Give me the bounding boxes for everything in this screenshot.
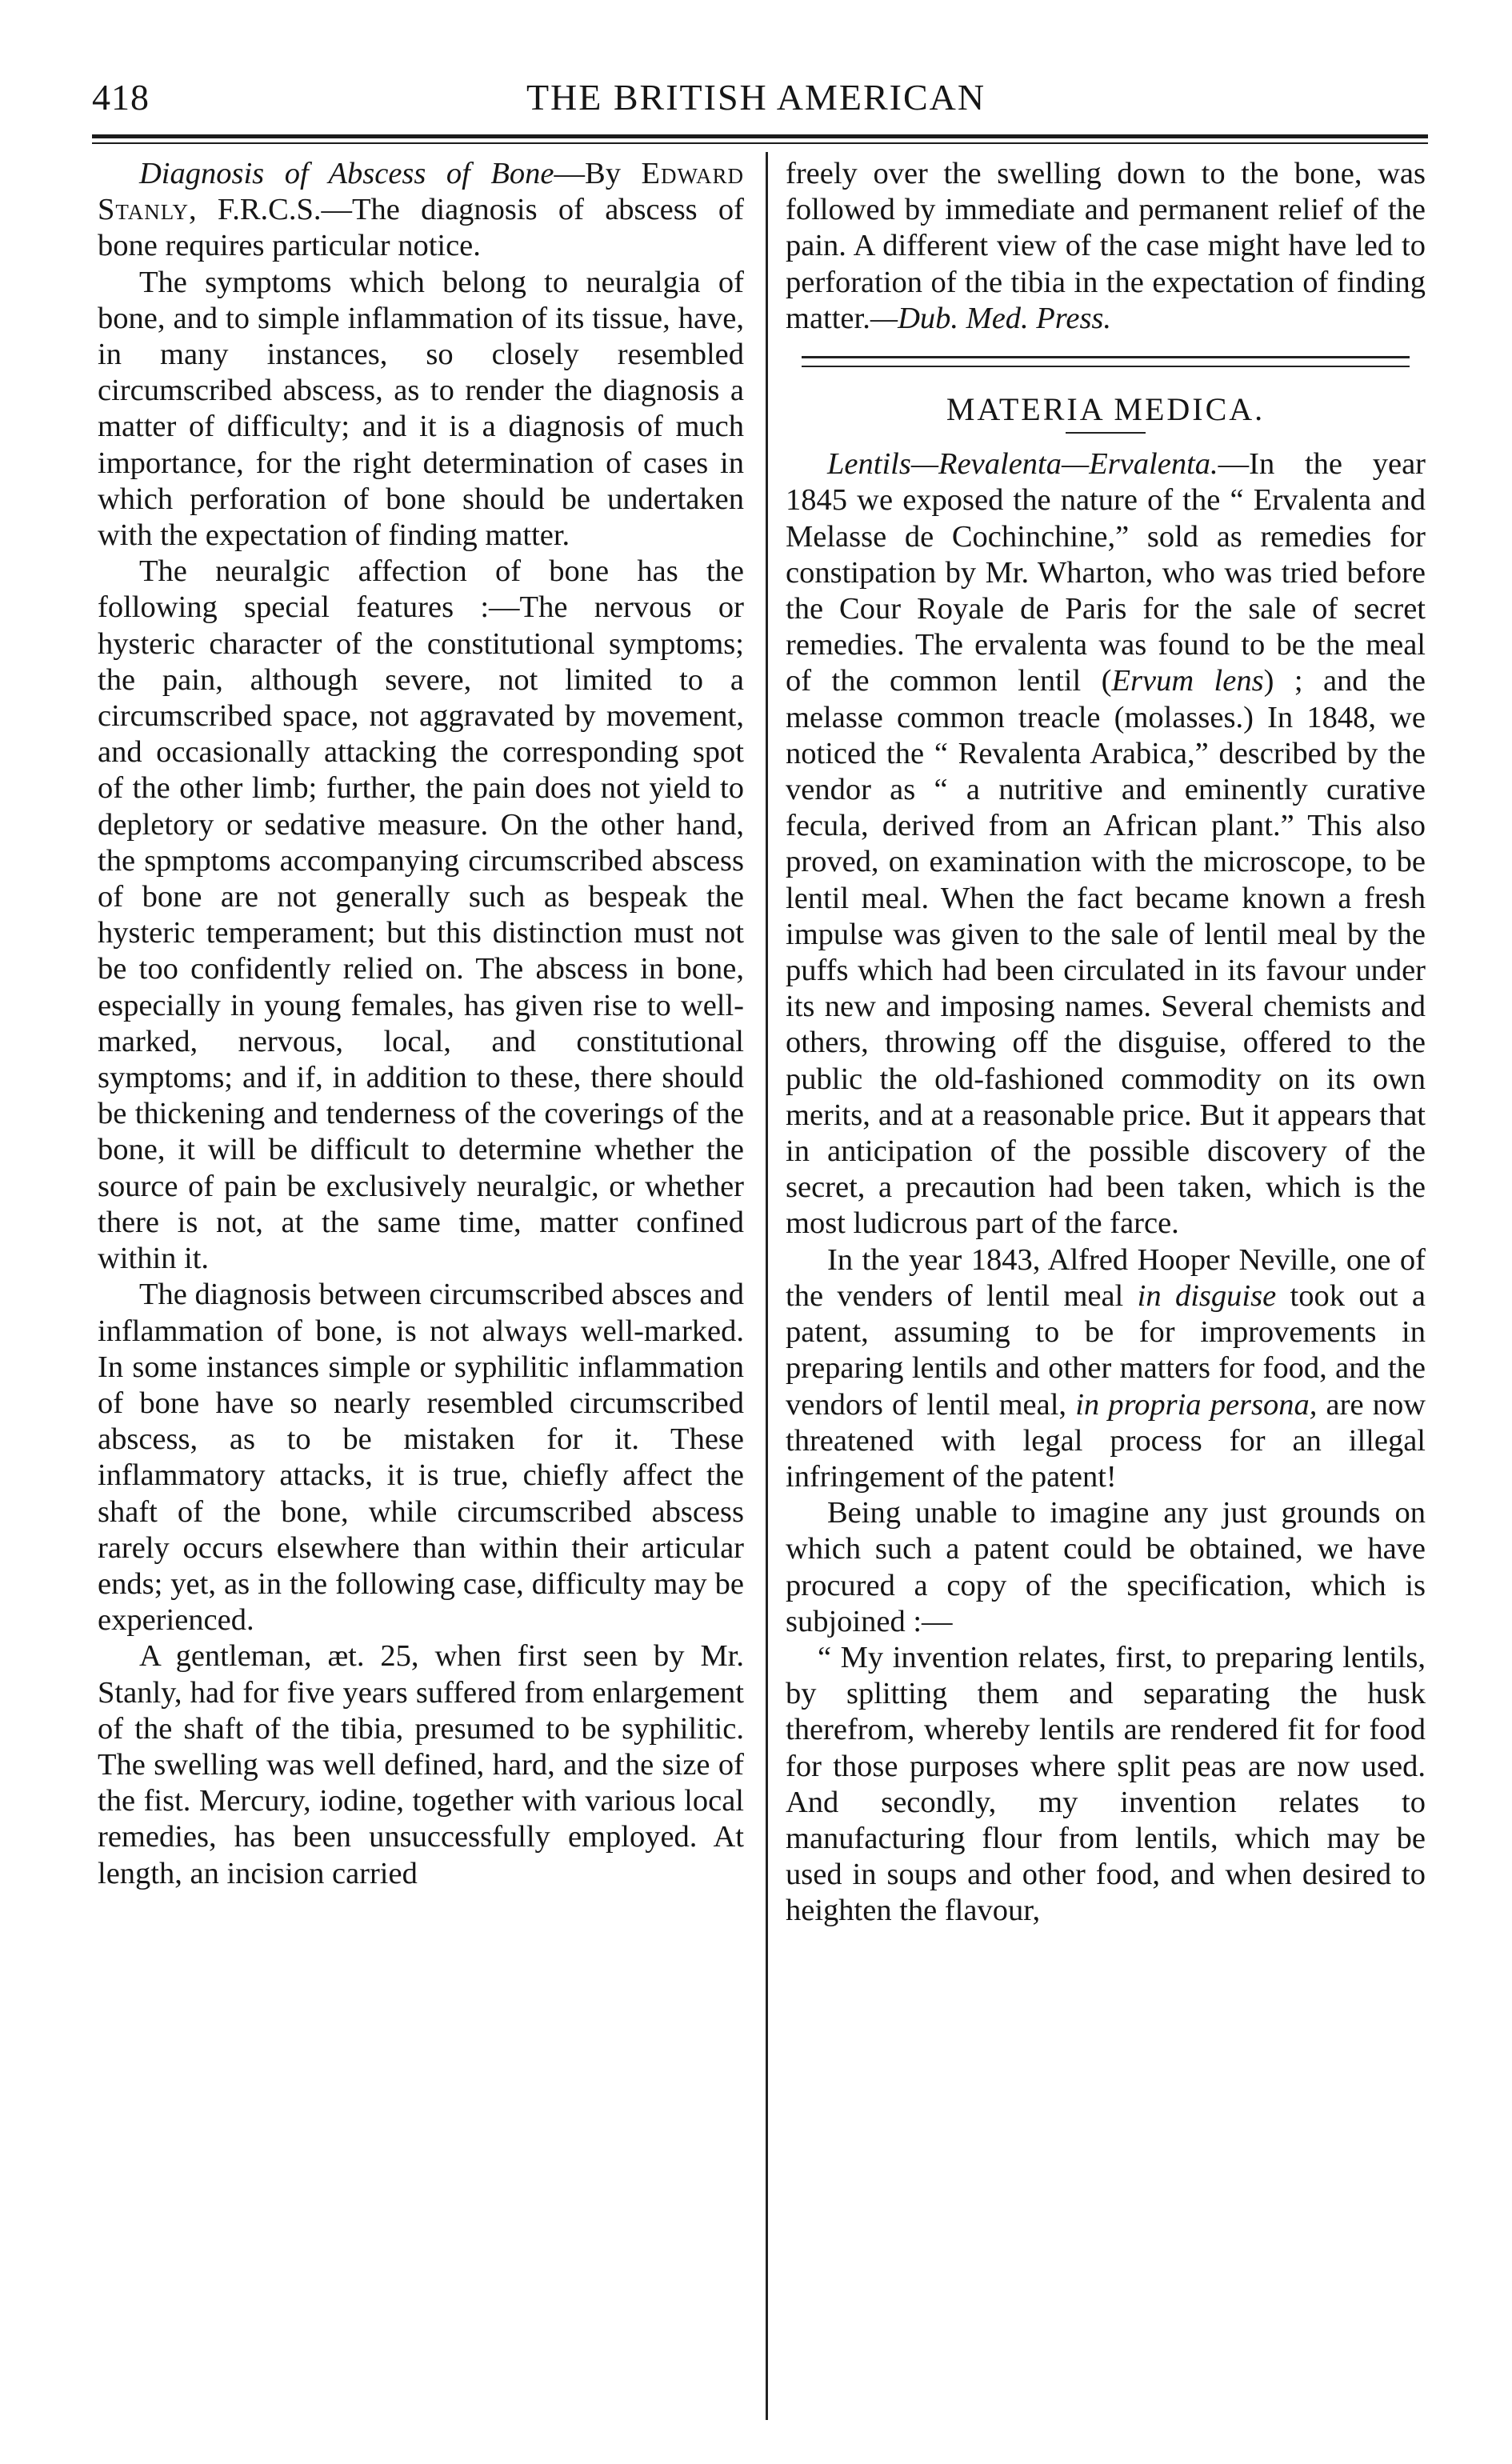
article-intro-paragraph [98,156,744,265]
paragraph: The symptoms which belong to neuralgia of bone, and to simple inflammation of its tissue, have, in many instances, so closely resembled circumscribed abscess, as to render the diagnosis a matter of difficulty; and it is a diagnosis of much importance, for the right determination of cases in which perforation of bone should be undertaken with the expectation of finding matter. [98,265,744,553]
article-author: Edward Stanly [98,157,745,227]
section-heading: MATERIA MEDICA. [946,391,1266,428]
page-number: 418 [92,77,150,118]
running-head [92,76,1420,132]
italic-phrase: in disguise [1137,1278,1277,1313]
header-rule-thin [92,142,1428,144]
separator-rule-thick [802,356,1410,358]
article-paragraph: Being unable to imagine any just grounds on which such a patent could be obtained, we have procured a copy of the specification, which is subjoined :— [786,1496,1426,1638]
article-paragraph: In the year 1843, Alfred Hooper Neville, one of the venders of lentil meal in disguise took out a patent, assuming to be for improvements in preparing lentils and other matters for food, and the vendors of lentil meal, in propria persona, are now threatened with legal process for an illegal infringement of the patent! [786,1242,1426,1494]
right-column [786,156,1426,1930]
italic-phrase: in propria persona, [1075,1387,1318,1422]
paragraph: A gentleman, æt. 25, when first seen by Mr. Stanly, had for five years suffered from enlargement of the shaft of the tibia, presumed to be syphilitic. The swelling was well defined, hard, and the size of the fist. Mercury, iodine, together with various local remedies, has been unsuccessfully employed. At length, an incision carried [98,1639,744,1890]
patent-quote: “ My invention relates, first, to preparing lentils, by splitting them and separating the husk therefrom, whereby lentils are rendered fit for food for those purposes where split peas are now used. And secondly, my invention relates to manufacturing flour from lentils, which may be used in soups and other food, and when desired to heighten the flavour, [786,1640,1426,1928]
article2-title: Lentils—Revalenta—Ervalenta. [827,447,1218,482]
section-separator [786,350,1426,382]
article-paragraph: Lentils—Revalenta—Ervalenta.—In the year 1845 we exposed the nature of the “ Ervalenta and Melasse de Cochinchine,” sold as remedies for constipation by Mr. Wharton, who was tried before the Cour Royale de Paris for the sale of secret remedies. The ervalenta was found to be the meal of the common lentil (Ervum lens) ; and the melasse common treacle (molasses.) In 1848, we noticed the “ Revalenta Arabica,” described by the vendor as “ a nutritive and eminently curative fecula, derived from an African plant.” This also proved, on examination with the microscope, to be lentil meal. When the fact became known a fresh impulse was given to the sale of lentil meal by the puffs which had been circulated in its favour under its new and imposing names. Several chemists and others, throwing off the disguise, offered to the public the old-fashioned commodity on its own merits, and at a reasonable price. But it appears that in anticipation of the possible discovery of the secret, a precaution had been taken, which is the most ludicrous part of the farce. [786,447,1426,1241]
article-by: —By [554,157,621,190]
article-author-suffix: , F.R.C.S. [189,193,322,227]
continuation-paragraph [786,156,1426,337]
article-intro: —The diagnosis of abscess of bone requires particular notice. [98,193,744,263]
journal-title: THE BRITISH AMERICAN [526,77,986,118]
heading-short-rule [1066,432,1146,434]
left-column [98,156,744,1892]
paragraph: The diagnosis between circumscribed absces and inflammation of bone, is not always well-marked. In some instances simple or syphilitic inflammation of bone have so nearly resembled circumscribed abscess, as to be mistaken for it. These inflammatory attacks, it is true, chiefly affect the shaft of the bone, while circumscribed abscess rarely occurs elsewhere than within their articular ends; yet, as in the following case, difficulty may be experienced. [98,1278,744,1638]
article-title: Diagnosis of Abscess of Bone [139,157,554,190]
separator-rule-thin [802,366,1410,367]
latin-name: Ervum lens [1111,664,1264,698]
continuation-text: freely over the swelling down to the bone, was followed by immediate and permanent relief of the pain. A different view of the case might have led to perforation of the tibia in the expectation of finding matter. [786,157,1426,335]
paragraph: The neuralgic affection of bone has the following special features :—The nervous or hysteric character of the constitutional symptoms; the pain, although severe, not limited to a circumscribed space, not aggravated by movement, and occasionally attacking the corresponding spot of the other limb; further, the pain does not yield to depletory or sedative measure. On the other hand, the spmptoms accompanying circumscribed abscess of bone are not generally such as bespeak the hysteric temperament; but this distinction must not be too confidently relied on. The abscess in bone, especially in young females, has given rise to well-marked, nervous, local, and constitutional symptoms; and if, in addition to these, there should be thickening and tenderness of the coverings of the bone, it will be difficult to determine whether the source of pain be exclusively neuralgic, or whether there is not, at the same time, matter confined within it. [98,554,744,1276]
header-rule-thick [92,134,1428,138]
column-divider [766,152,768,2420]
continuation-source: —Dub. Med. Press. [870,301,1112,335]
